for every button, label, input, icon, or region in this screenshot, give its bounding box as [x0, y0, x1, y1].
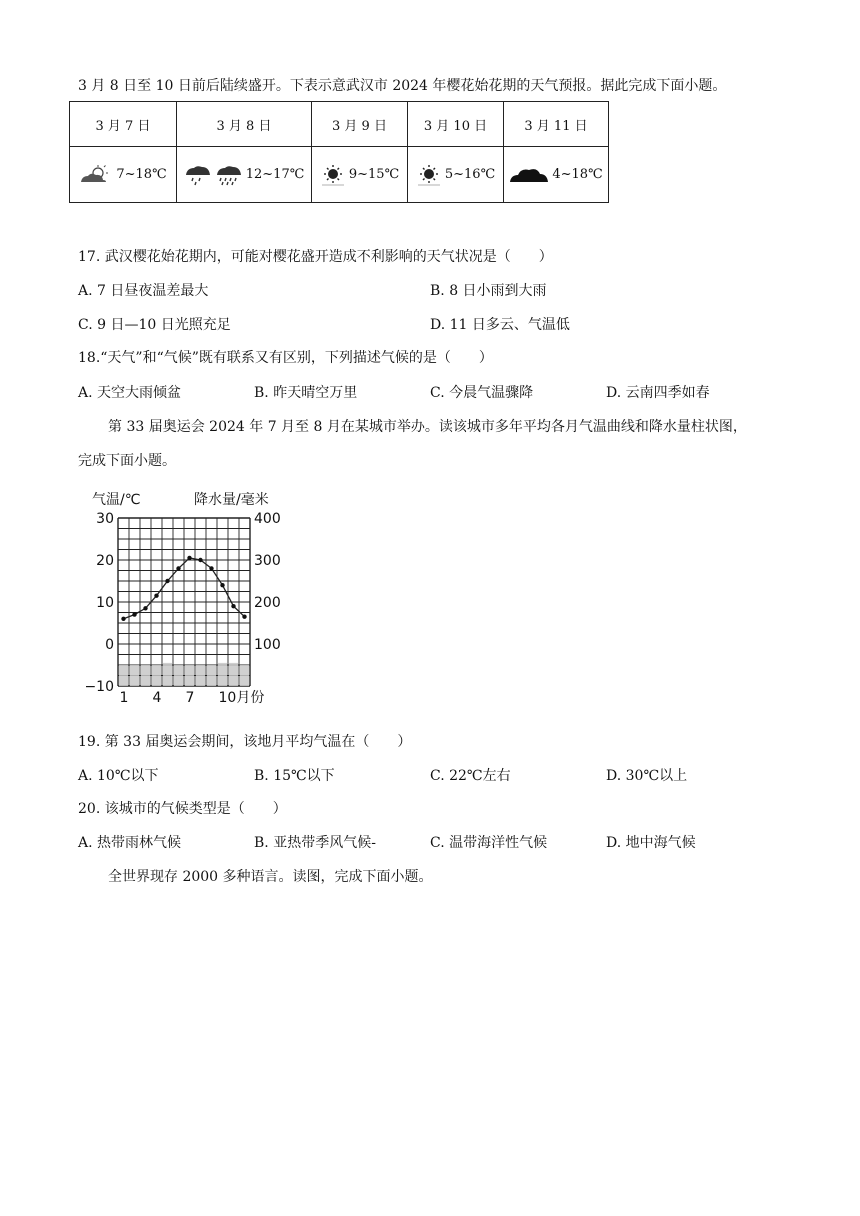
- q19-option-a[interactable]: A. 10℃以下: [78, 768, 159, 784]
- question-20-stem: 20. 该城市的气候类型是（ ）: [78, 801, 287, 817]
- precipitation-bar: [174, 665, 183, 686]
- intro-olympics: 第 33 届奥运会 2024 年 7 月至 8 月在某城市举办。读该城市多年平均各月气温曲线和降水量柱状图，: [108, 419, 747, 435]
- q20-option-d[interactable]: D. 地中海气候: [606, 835, 696, 851]
- q19-option-d[interactable]: D. 30℃以上: [606, 768, 688, 784]
- right-tick-label: 200: [254, 595, 281, 611]
- precipitation-bar: [152, 665, 161, 686]
- temp-range: 9~15℃: [348, 167, 400, 182]
- overcast-icon: [509, 165, 549, 185]
- q18-option-d[interactable]: D. 云南四季如春: [606, 385, 710, 401]
- cloudy-sun-icon: [79, 165, 113, 185]
- q18-option-a[interactable]: A. 天空大雨倾盆: [78, 385, 182, 401]
- precipitation-bar: [141, 665, 150, 686]
- forecast-cell: [312, 147, 408, 203]
- date-cell: 3 月 9 日: [312, 102, 408, 147]
- intro-language: 全世界现存 2000 多种语言。读图，完成下面小题。: [108, 869, 433, 885]
- temperature-point: [121, 617, 125, 621]
- temperature-point: [132, 612, 136, 616]
- precipitation-bar: [207, 665, 216, 686]
- intro-weather: 3 月 8 日至 10 日前后陆续盛开。下表示意武汉市 2024 年樱花始花期的天气预报。据此完成下面小题。: [78, 78, 727, 94]
- precipitation-bar: [240, 665, 249, 686]
- forecast-cell: [408, 147, 504, 203]
- temperature-point: [242, 615, 246, 619]
- precipitation-bar: [196, 665, 205, 686]
- temp-range: 5~16℃: [444, 167, 496, 182]
- question-17-stem: 17. 武汉樱花始花期内，可能对樱花盛开造成不利影响的天气状况是（ ）: [78, 249, 553, 265]
- precipitation-bar: [119, 665, 128, 686]
- light-rain-icon: [184, 164, 212, 186]
- left-tick-label: −10: [84, 679, 114, 695]
- heavy-rain-icon: [215, 164, 243, 186]
- date-cell: 3 月 8 日: [177, 102, 312, 147]
- left-tick-label: 0: [105, 637, 114, 653]
- forecast-cell: [504, 147, 609, 203]
- precipitation-bar: [229, 663, 238, 686]
- q19-option-c[interactable]: C. 22℃左右: [430, 768, 511, 784]
- q18-option-b[interactable]: B. 昨天晴空万里: [254, 385, 358, 401]
- right-axis-label: 降水量/毫米: [194, 492, 269, 508]
- temp-range: 7~18℃: [116, 167, 167, 182]
- temperature-point: [231, 604, 235, 608]
- precipitation-bar: [218, 663, 227, 686]
- temperature-point: [143, 606, 147, 610]
- temperature-point: [209, 566, 213, 570]
- right-tick-label: 400: [254, 511, 281, 527]
- temperature-point: [154, 594, 158, 598]
- right-tick-label: 300: [254, 553, 281, 569]
- forecast-cell: [177, 147, 312, 203]
- q20-option-b[interactable]: B. 亚热带季风气候-: [254, 835, 376, 851]
- date-cell: 3 月 7 日: [70, 102, 177, 147]
- precipitation-bar: [130, 665, 139, 686]
- climate-chart: [80, 488, 290, 713]
- right-tick-label: 100: [254, 637, 281, 653]
- x-tick-label: 4: [152, 690, 162, 706]
- q17-option-b[interactable]: B. 8 日小雨到大雨: [430, 283, 547, 299]
- date-cell: 3 月 10 日: [408, 102, 504, 147]
- date-cell: 3 月 11 日: [504, 102, 609, 147]
- right-axis-ticks: [254, 511, 281, 653]
- intro-olympics-cont: 完成下面小题。: [78, 453, 176, 469]
- precipitation-bar: [163, 663, 172, 686]
- left-tick-label: 20: [96, 553, 114, 569]
- chart-grid: [118, 518, 250, 686]
- left-axis-label: 气温/℃: [92, 492, 141, 508]
- x-tick-label: 7: [185, 690, 195, 706]
- x-tick-label: 10月份: [218, 690, 265, 706]
- left-tick-label: 30: [96, 511, 114, 527]
- left-tick-label: 10: [96, 595, 114, 611]
- precipitation-bar: [185, 665, 194, 686]
- q17-option-d[interactable]: D. 11 日多云、气温低: [430, 317, 570, 333]
- q17-option-a[interactable]: A. 7 日昼夜温差最大: [78, 283, 209, 299]
- q18-option-c[interactable]: C. 今晨气温骤降: [430, 385, 534, 401]
- temperature-point: [176, 566, 180, 570]
- temperature-point: [220, 583, 224, 587]
- x-tick-label: 1: [119, 690, 129, 706]
- temperature-point: [165, 579, 169, 583]
- sun-icon: [416, 164, 442, 186]
- q20-option-a[interactable]: A. 热带雨林气候: [78, 835, 182, 851]
- weather-forecast-table: [69, 101, 609, 203]
- q20-option-c[interactable]: C. 温带海洋性气候: [430, 835, 548, 851]
- forecast-cell: [70, 147, 177, 203]
- q17-option-c[interactable]: C. 9 日—10 日光照充足: [78, 317, 231, 333]
- temperature-point: [187, 556, 191, 560]
- question-18-stem: 18.“天气”和“气候”既有联系又有区别，下列描述气候的是（ ）: [78, 350, 493, 366]
- temp-range: 4~18℃: [552, 167, 603, 182]
- temp-range: 12~17℃: [245, 167, 305, 182]
- q19-option-b[interactable]: B. 15℃以下: [254, 768, 335, 784]
- question-19-stem: 19. 第 33 届奥运会期间，该地月平均气温在（ ）: [78, 734, 412, 750]
- left-axis-ticks: [84, 511, 114, 695]
- x-axis-ticks: [120, 690, 265, 706]
- sun-icon: [320, 164, 346, 186]
- temperature-point: [198, 558, 202, 562]
